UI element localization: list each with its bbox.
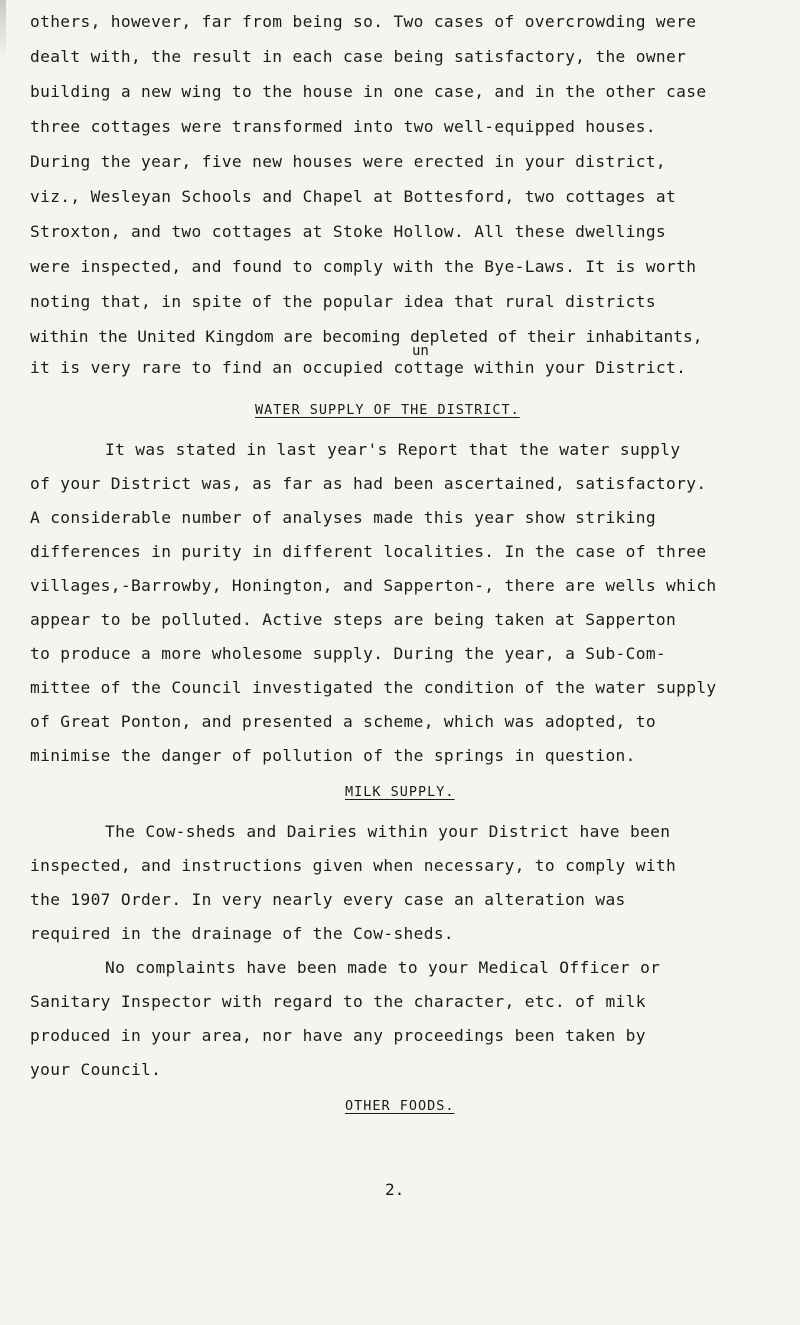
text-line: minimise the danger of pollution of the springs in question.	[30, 746, 636, 765]
text-line: The Cow-sheds and Dairies within your District have been	[105, 822, 671, 841]
text-line: inspected, and instructions given when necessary, to comply with	[30, 856, 677, 875]
text-line: required in the drainage of the Cow-sheds.	[30, 924, 455, 943]
section-heading-water-supply: WATER SUPPLY OF THE DISTRICT.	[255, 402, 520, 418]
text-line: it is very rare to find an occupied cottage within your District.	[30, 358, 687, 377]
text-line: appear to be polluted. Active steps are being taken at Sapperton	[30, 610, 677, 629]
inserted-text: un	[412, 343, 429, 359]
text-line: produced in your area, nor have any proceedings been taken by	[30, 1026, 646, 1045]
text-line: Stroxton, and two cottages at Stoke Hollow. All these dwellings	[30, 222, 667, 241]
text-line: others, however, far from being so. Two cases of overcrowding were	[30, 12, 697, 31]
text-line: viz., Wesleyan Schools and Chapel at Bottesford, two cottages at	[30, 187, 677, 206]
text-line: During the year, five new houses were erected in your district,	[30, 152, 667, 171]
text-line: villages,-Barrowby, Honington, and Sapperton-, there are wells which	[30, 576, 717, 595]
text-line: of your District was, as far as had been ascertained, satisfactory.	[30, 474, 707, 493]
section-heading-other-foods: OTHER FOODS.	[345, 1098, 455, 1114]
text-line: your Council.	[30, 1060, 162, 1079]
text-line: of Great Ponton, and presented a scheme, which was adopted, to	[30, 712, 656, 731]
text-line: mittee of the Council investigated the condition of the water supply	[30, 678, 717, 697]
page-edge-shadow	[0, 0, 6, 60]
text-line: A considerable number of analyses made this year show striking	[30, 508, 656, 527]
text-line: dealt with, the result in each case being satisfactory, the owner	[30, 47, 687, 66]
section-heading-milk-supply: MILK SUPPLY.	[345, 784, 455, 800]
text-line: were inspected, and found to comply with the Bye-Laws. It is worth	[30, 257, 697, 276]
text-line: It was stated in last year's Report that the water supply	[105, 440, 681, 459]
text-line: Sanitary Inspector with regard to the character, etc. of milk	[30, 992, 646, 1011]
text-line: noting that, in spite of the popular idea that rural districts	[30, 292, 656, 311]
text-line: building a new wing to the house in one case, and in the other case	[30, 82, 707, 101]
text-line: the 1907 Order. In very nearly every case an alteration was	[30, 890, 626, 909]
text-line: differences in purity in different localities. In the case of three	[30, 542, 707, 561]
text-line: to produce a more wholesome supply. During the year, a Sub-Com-	[30, 644, 667, 663]
text-line: No complaints have been made to your Medical Officer or	[105, 958, 661, 977]
page-number: 2.	[385, 1180, 405, 1199]
text-line: within the United Kingdom are becoming depleted of their inhabitants,	[30, 327, 703, 346]
text-line: three cottages were transformed into two well-equipped houses.	[30, 117, 656, 136]
